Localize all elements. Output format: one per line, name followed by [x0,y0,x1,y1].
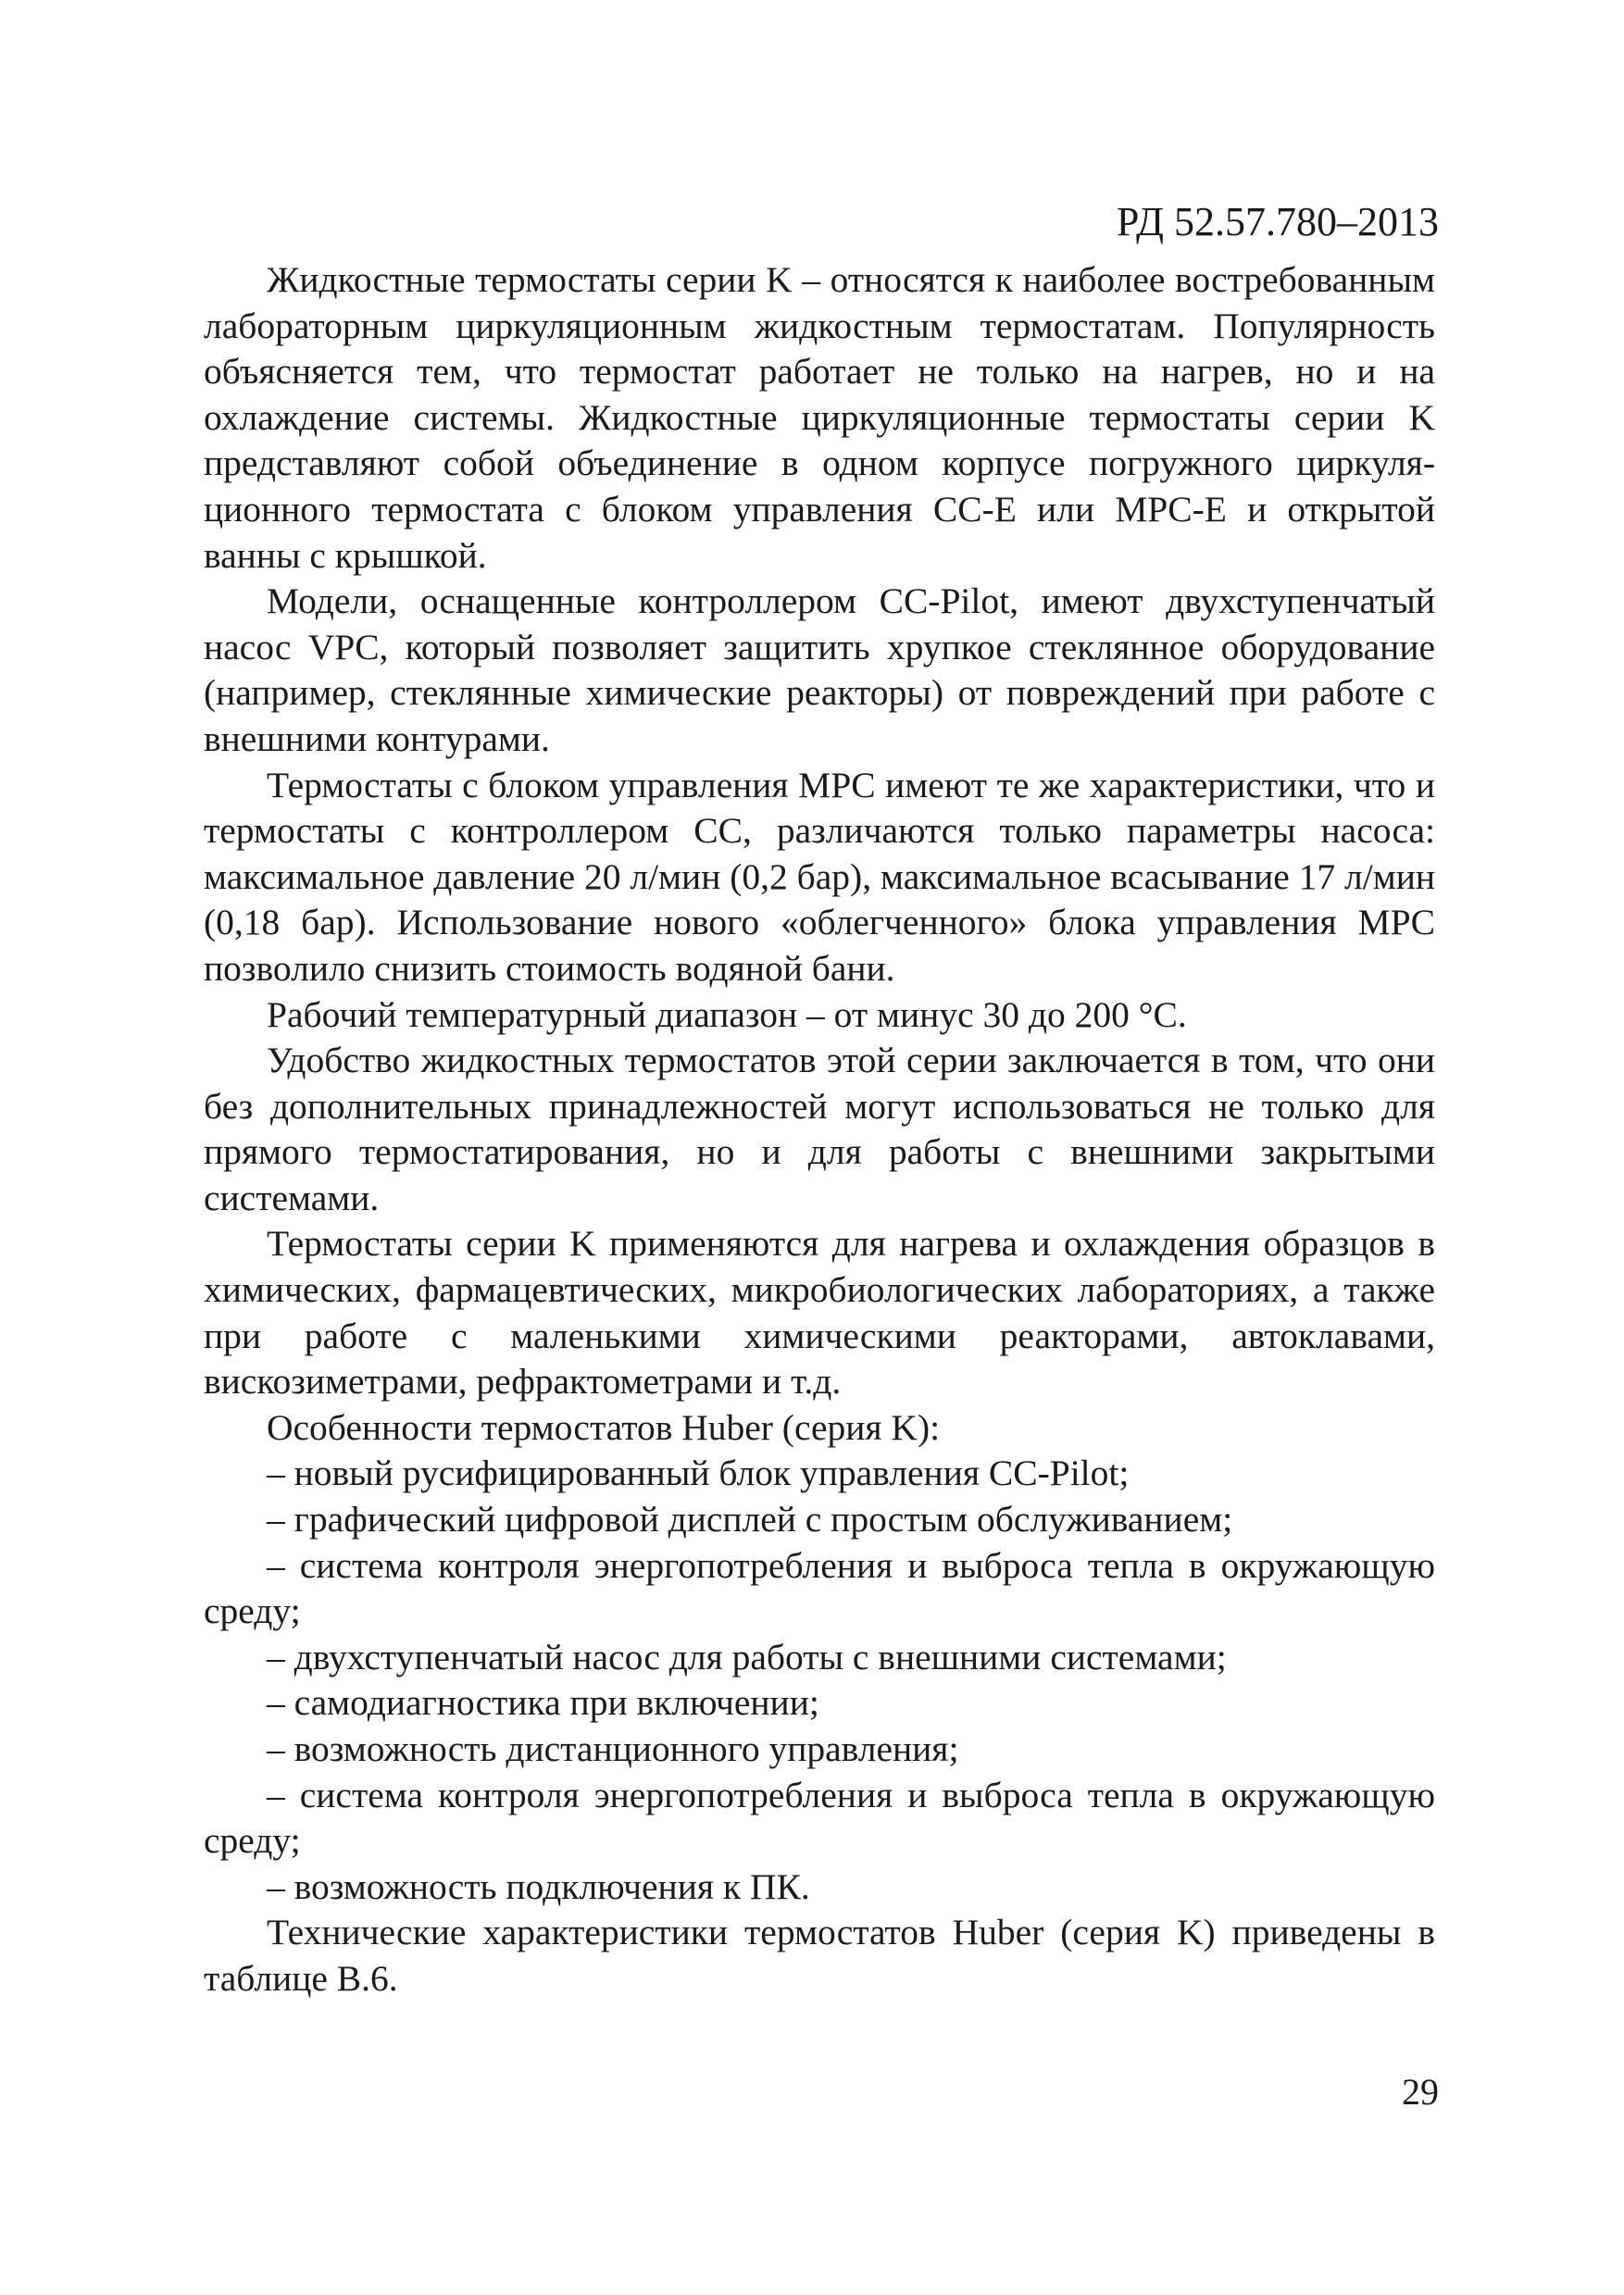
paragraph-convenience: Удобство жидкостных термостатов этой серии заключается в том, что они без дополнительных принадлежностей могут использоваться не только для прямого термостатирования, но и для работы с внешними закрытыми системами. [204,1040,1435,1218]
feature-list-item: – самодиагностика при включении; [267,1682,819,1724]
paragraph-cc-pilot: Модели, оснащенные контроллером CC-Pilot, имеют двухступенчатый насос VPC, который позволяет защитить хрупкое стеклянное оборудование (например, стеклянные химические реакторы) от повреждений при работе с внешними контурами. [204,580,1435,759]
paragraph-features-heading: Особенности термостатов Huber (серия K): [267,1406,941,1448]
feature-list-item: – двухступенчатый насос для работы с внешними системами; [267,1636,1227,1678]
paragraph-series-k-intro: Жидкостные термостаты серии K – относятся к наиболее востребованным лабораторным циркуляционным жидкостным термостатам. Популярность объясняется тем, что термостат работает не только на нагрев, но и на охлаждение системы. Жидкостные циркуляционные термостаты серии K представляют собой объединение в одном корпусе погружного циркуляционного термостата с блоком управления CC-E или MPC-E и открытой ванны с крышкой. [204,259,1435,576]
feature-list-item: – возможность дистанционного управления; [267,1728,959,1769]
feature-list-item: – новый русифицированный блок управления CC-Pilot; [267,1453,1130,1494]
paragraph-applications: Термостаты серии K применяются для нагрева и охлаждения образцов в химических, фармацевтических, микробиологических лабораториях, а также при работе с маленькими химическими реакторами, автоклавами, вискозиметрами, рефрактометрами и т.д. [204,1223,1435,1403]
feature-list-item: – система контроля энергопотребления и выброса тепла в окружающую среду; [204,1544,1435,1632]
body-text [204,257,1435,2002]
page-number: 29 [1402,2071,1439,2113]
feature-list-item: – возможность подключения к ПК. [267,1865,810,1907]
paragraph-mpc: Термостаты с блоком управления MPC имеют те же характеристики, что и термостаты с контроллером CC, различаются только параметры насоса: максимальное давление 20 л/мин (0,2 бар), максимальное всасывание 17 л/мин (0,18 бар). Использование нового «облегченного» блока управления MPC позволило снизить стоимость водяной бани. [204,764,1435,989]
document-code: РД 52.57.780–2013 [1116,199,1439,244]
paragraph-table-reference: Технические характеристики термостатов Huber (серия K) приведены в таблице В.6. [204,1912,1435,1999]
feature-list-item: – система контроля энергопотребления и выброса тепла в окружающую среду; [204,1774,1435,1862]
feature-list-item: – графический цифровой дисплей с простым обслуживанием; [267,1499,1233,1540]
paragraph-temperature-range: Рабочий температурный диапазон – от минус 30 до 200 °С. [267,993,1187,1035]
